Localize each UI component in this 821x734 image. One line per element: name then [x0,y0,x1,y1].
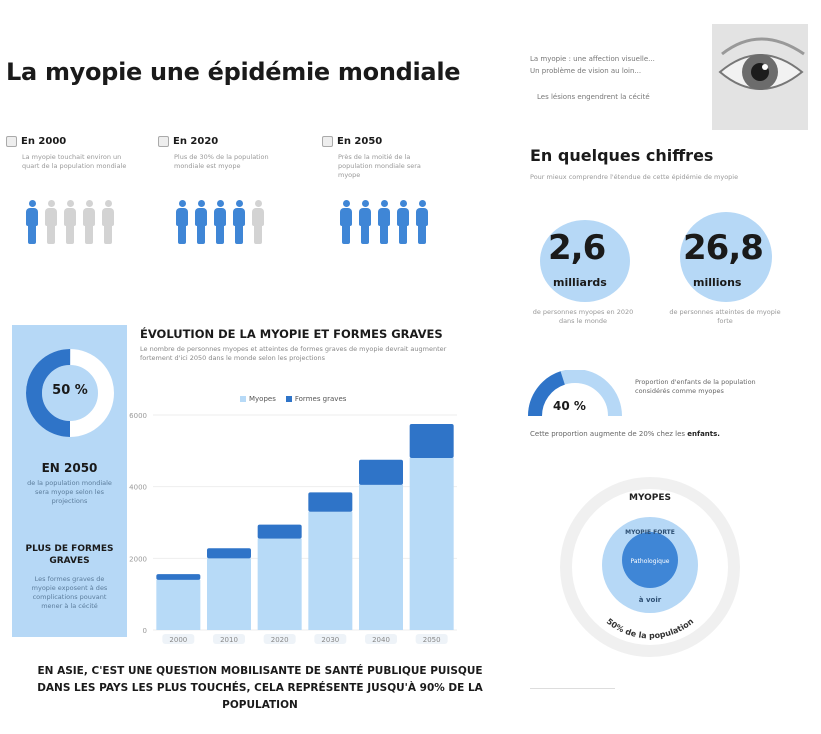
year-col-2050 [322,136,452,180]
stat2-number: 26,8 [683,228,763,268]
person-icon [26,200,38,244]
legend-label: Formes graves [294,395,347,403]
person-icon [397,200,409,244]
x-tick-label: 2050 [422,636,441,644]
legend-label: Myopes [249,395,276,403]
middle-label: MYOPIE FORTE [625,529,675,536]
bar-formes-graves [156,574,200,580]
checkbox-icon [322,136,333,147]
y-tick-label: 2000 [129,555,147,564]
stat1-unit: milliards [553,276,607,289]
divider [530,688,615,689]
chart-subtitle: Le nombre de personnes myopes et atteintes de formes graves de myopie devrait augmenter fortement d'ici 2050 dans le monde selon les projections [140,345,447,362]
bottom-statement: EN ASIE, C'EST UNE QUESTION MOBILISANTE DE SANTÉ PUBLIQUE PUISQUE DANS LES PAYS LES PLUS TOUCHÉS, CELA REPRÉSENTE JUSQU'À 90% DE LA POPULATION [37,665,483,711]
pct-label: 40 % [553,399,586,413]
header-note-1: La myopie : une affection visuelle... [530,55,655,63]
bar-formes-graves [359,460,403,485]
y-tick-label: 6000 [129,412,147,420]
x-tick-label: 2030 [321,636,340,644]
person-icon [378,200,390,244]
children-line [530,430,810,438]
year-desc: La myopie touchait environ un quart de la population mondiale [22,153,127,170]
year-col-2020 [158,136,288,171]
stat2-desc: de personnes atteintes de myopie forte [669,308,781,325]
stat1-number: 2,6 [548,228,606,268]
sidebar-panel [12,325,127,637]
year-desc: Près de la moitié de la population mondiale sera myope [338,153,421,179]
year-col-2000 [6,136,136,171]
bar-myopes [308,512,352,630]
person-icon [252,200,264,244]
bar-myopes [258,539,302,630]
header-note-3: Les lésions engendrent la cécité [537,93,650,101]
bar-formes-graves [207,548,251,558]
person-icon [416,200,428,244]
stat1-desc: de personnes myopes en 2020 dans le monde [532,308,634,325]
y-tick-label: 0 [142,627,147,635]
concentric-circles [555,472,745,662]
bar-myopes [156,580,200,630]
person-icon [359,200,371,244]
person-icon [83,200,95,244]
year-label: En 2000 [21,136,67,147]
bar-formes-graves [258,525,302,539]
forms-title: PLUS DE FORMES GRAVES [25,544,114,566]
person-icon [214,200,226,244]
header-note-2: Un problème de vision au loin... [530,67,642,75]
person-icon [45,200,57,244]
person-icon [195,200,207,244]
figures-subtitle: Pour mieux comprendre l'étendue de cette épidémie de myopie [530,173,739,181]
checkbox-icon [158,136,169,147]
x-tick-label: 2000 [169,636,188,644]
bar-myopes [359,485,403,630]
pct-desc: Proportion d'enfants de la population considérés comme myopes [635,378,756,395]
person-icon [102,200,114,244]
year-desc: Plus de 30% de la population mondiale est myope [174,153,269,170]
chart-title: ÉVOLUTION DE LA MYOPIE ET FORMES GRAVES [140,327,443,341]
bar-myopes [410,458,454,630]
middle-bottom-label: à voir [638,596,662,604]
person-icon [233,200,245,244]
bar-formes-graves [308,492,352,511]
bar-formes-graves [410,424,454,458]
person-icon [176,200,188,244]
outer-label: MYOPES [628,493,672,503]
page-title: La myopie une épidémie mondiale [6,58,461,86]
legend-swatch-myopes [240,396,246,402]
person-icon [340,200,352,244]
year-label: En 2020 [173,136,219,147]
legend-item [240,395,276,403]
en2050-desc: de la population mondiale sera myope selon les projections [27,479,112,505]
y-tick-label: 4000 [129,483,147,492]
x-tick-label: 2020 [270,636,289,644]
checkbox-icon [6,136,17,147]
chart-legend [240,395,346,403]
children-line-prefix: Cette proportion augmente de 20% chez les [530,430,688,438]
year-label: En 2050 [337,136,383,147]
eye-image [712,24,808,130]
donut-label: 50 % [52,383,88,398]
x-tick-label: 2010 [220,636,238,644]
bar-myopes [207,558,251,630]
figures-title: En quelques chiffres [530,146,714,165]
inner-label: Pathologique [630,558,670,565]
legend-item [286,395,347,403]
bar-chart [125,405,465,650]
stat2-unit: millions [693,276,742,289]
children-line-bold: enfants. [687,430,720,438]
x-tick-label: 2040 [372,636,390,644]
en2050-label: EN 2050 [41,461,98,475]
legend-swatch-graves [286,396,292,402]
arc-label-path: 50% de la population [604,616,696,641]
forms-desc: Les formes graves de myopie exposent à des complications pouvant mener à la cécité [31,575,108,610]
person-icon [64,200,76,244]
